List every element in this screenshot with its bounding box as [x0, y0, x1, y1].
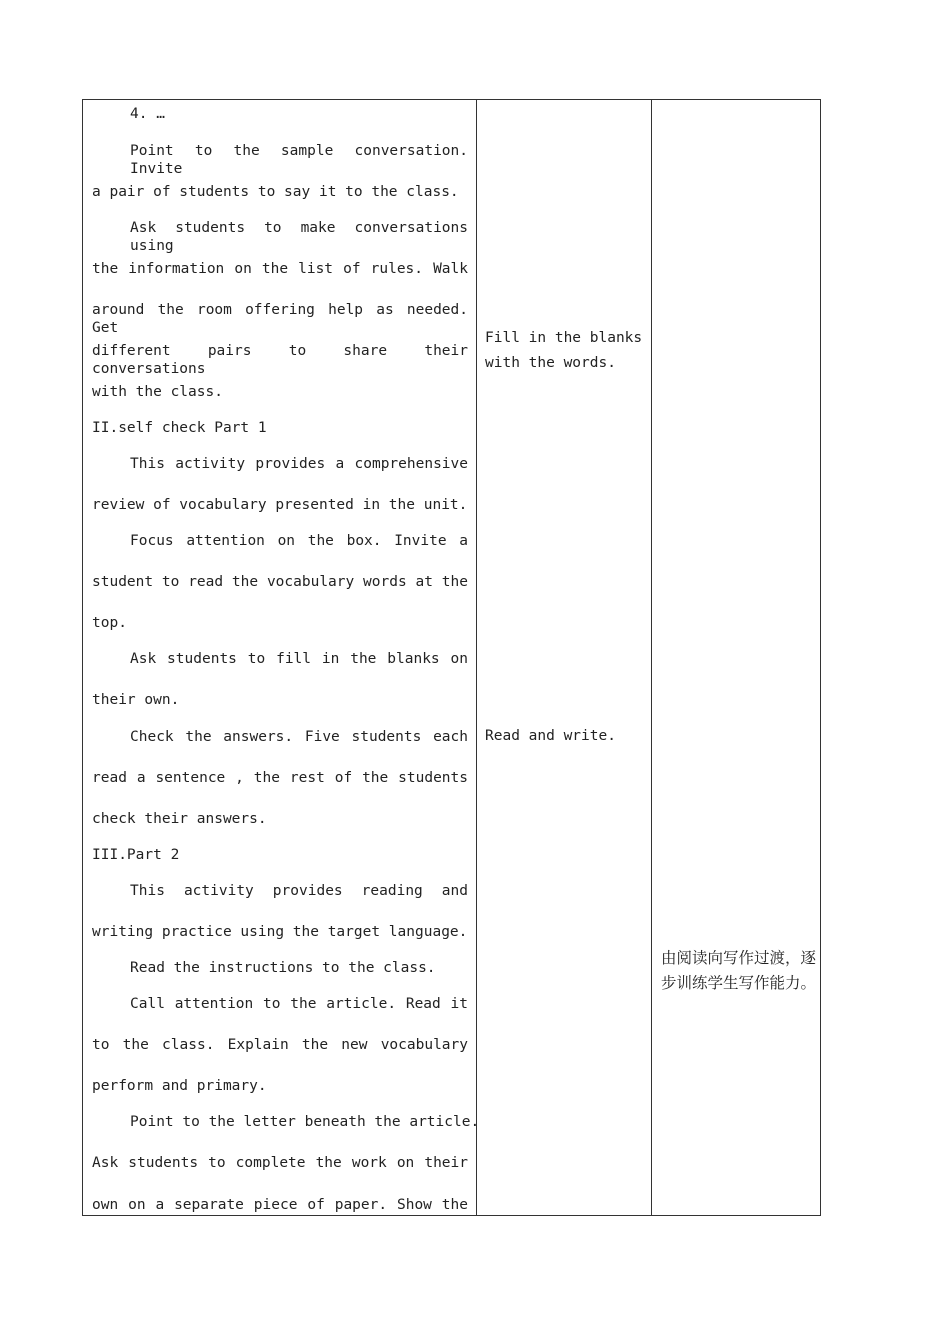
- teaching-steps-column: [83, 100, 480, 1215]
- teaching-step-line: student to read the vocabulary words at the: [92, 574, 468, 590]
- lesson-plan-table: [82, 99, 821, 1216]
- student-activity-line: Read and write.: [485, 728, 616, 744]
- design-intent-text: 由阅读向写作过渡，逐步训练学生写作能力。: [661, 949, 817, 992]
- teaching-step-line: a pair of students to say it to the class.: [92, 184, 459, 200]
- teaching-step-line: different pairs to share their conversations: [92, 343, 468, 377]
- teaching-step-line: the information on the list of rules. Walk: [92, 261, 468, 277]
- student-activity-line: Fill in the blanks: [485, 330, 643, 346]
- teaching-step-line: II.self check Part 1: [92, 420, 267, 436]
- teaching-step-line: Ask students to make conversations using: [130, 220, 468, 254]
- teaching-step-line: 4. …: [130, 106, 165, 122]
- teaching-step-line: This activity provides reading and: [130, 883, 468, 899]
- teaching-step-line: This activity provides a comprehensive: [130, 456, 468, 472]
- teaching-step-line: own on a separate piece of paper. Show the: [92, 1197, 468, 1213]
- teaching-step-line: Call attention to the article. Read it: [130, 996, 468, 1012]
- teaching-step-line: Ask students to fill in the blanks on: [130, 651, 468, 667]
- teaching-step-line: Point to the sample conversation. Invite: [130, 143, 468, 177]
- teaching-step-line: III.Part 2: [92, 847, 180, 863]
- teaching-step-line: writing practice using the target language.: [92, 924, 468, 940]
- teaching-step-line: top.: [92, 615, 127, 631]
- teaching-step-line: Read the instructions to the class.: [130, 960, 436, 976]
- teaching-step-line: Check the answers. Five students each: [130, 729, 468, 745]
- teaching-step-line: read a sentence , the rest of the students: [92, 770, 468, 786]
- teaching-step-line: their own.: [92, 692, 180, 708]
- student-activity-line: with the words.: [485, 355, 616, 371]
- teaching-step-line: with the class.: [92, 384, 223, 400]
- teaching-step-line: Ask students to complete the work on their: [92, 1155, 468, 1171]
- teaching-step-line: review of vocabulary presented in the unit.: [92, 497, 468, 513]
- teaching-step-line: Point to the letter beneath the article.: [130, 1114, 480, 1130]
- teaching-step-line: perform and primary.: [92, 1078, 267, 1094]
- teaching-step-line: to the class. Explain the new vocabulary: [92, 1037, 468, 1053]
- teaching-step-line: Focus attention on the box. Invite a: [130, 533, 468, 549]
- design-intent-column: [651, 100, 820, 1215]
- student-activities-column: [476, 100, 652, 1215]
- teaching-step-line: around the room offering help as needed. Get: [92, 302, 468, 336]
- teaching-step-line: check their answers.: [92, 811, 267, 827]
